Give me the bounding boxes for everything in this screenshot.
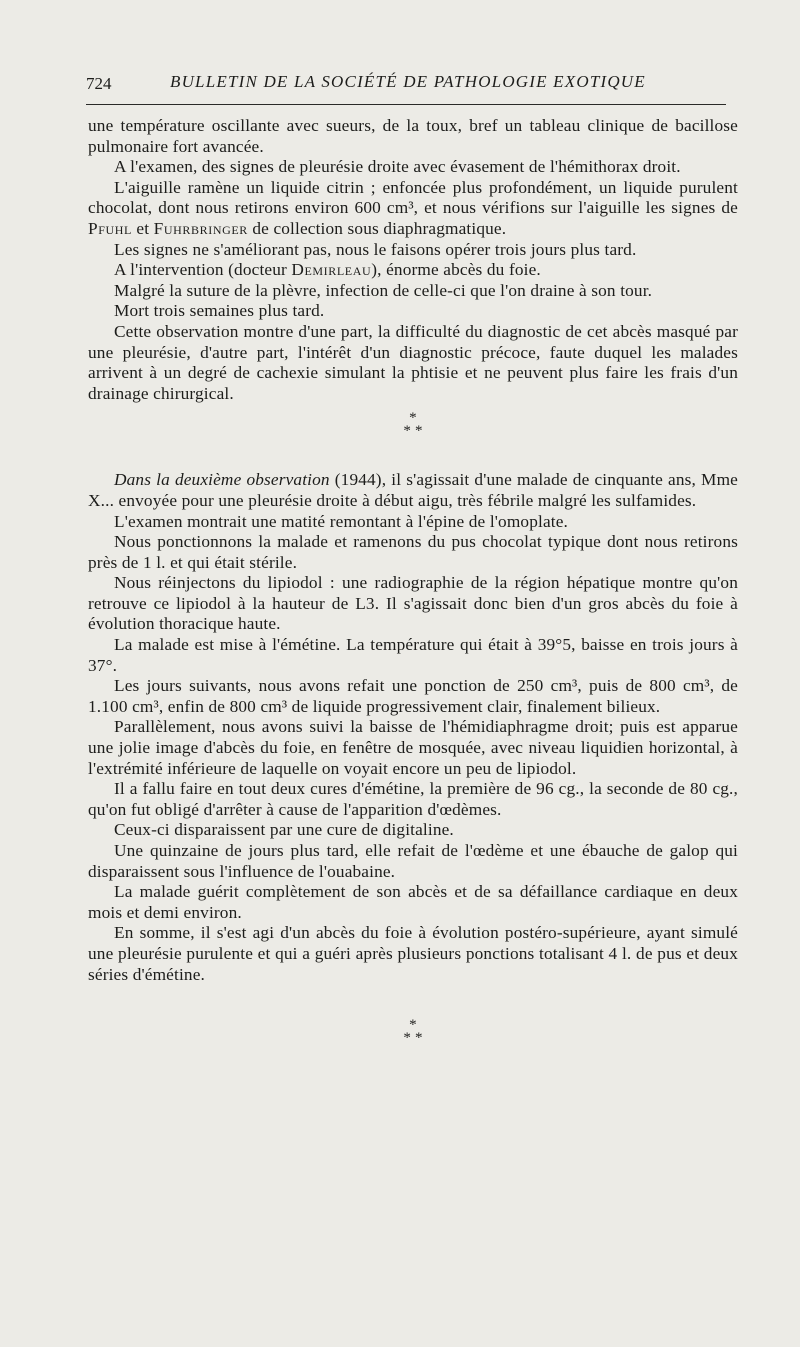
observation-title: Dans la deuxième observation xyxy=(114,470,330,490)
paragraph: Mort trois semaines plus tard. xyxy=(114,301,325,321)
paragraph xyxy=(88,178,738,240)
paragraph xyxy=(88,260,738,281)
paragraph: Les signes ne s'améliorant pas, nous le faisons opérer trois jours plus tard. xyxy=(114,239,637,259)
separator-star-top: * xyxy=(409,1017,417,1034)
paragraph: Malgré la suture de la plèvre, infection de celle-ci que l'on draine à son tour. xyxy=(114,280,653,300)
running-title: BULLETIN DE LA SOCIÉTÉ DE PATHOLOGIE EXOTIQUE xyxy=(170,72,646,91)
separator-star-bottom: * * xyxy=(403,1030,423,1047)
paragraph: La malade guérit complètement de son abcès et de sa défaillance cardiaque en deux mois et demi environ. xyxy=(88,882,738,922)
author-name: Fuhrbringer xyxy=(153,218,248,238)
separator-star-top: * xyxy=(409,410,417,427)
section-separator xyxy=(88,1019,738,1045)
paragraph: Les jours suivants, nous avons refait une ponction de 250 cm³, puis de 800 cm³, de 1.100 cm³, enfin de 800 cm³ de liquide progressivement clair, finalement bilieux. xyxy=(88,676,738,716)
text-run: et xyxy=(131,218,154,238)
text-run: ), énorme abcès du foie. xyxy=(371,260,541,280)
paragraph: L'examen montrait une matité remontant à l'épine de l'omoplate. xyxy=(114,511,569,531)
author-name: Pfuhl xyxy=(88,218,132,238)
paragraph: Une quinzaine de jours plus tard, elle refait de l'œdème et une ébauche de galop qui disparaissent sous l'influence de l'ouabaine. xyxy=(88,841,738,881)
article-body xyxy=(88,116,738,1077)
paragraph: Il a fallu faire en tout deux cures d'émétine, la première de 96 cg., la seconde de 80 cg., qu'on fut obligé d'arrêter à cause de l'apparition d'œdèmes. xyxy=(88,779,738,819)
paragraph: une température oscillante avec sueurs, de la toux, bref un tableau clinique de bacillose pulmonaire fort avancée. xyxy=(88,116,738,156)
paragraph: Cette observation montre d'une part, la difficulté du diagnostic de cet abcès masqué par une pleurésie, d'autre part, l'intérêt d'un diagnostic précoce, faute duquel les malades arrivent à un degré de cachexie simulant la phtisie et ne peuvent plus faire les frais d'un drainage chirurgical. xyxy=(88,321,738,403)
header-rule xyxy=(86,104,726,105)
text-run: L'aiguille ramène un liquide citrin ; enfoncée plus profondément, un liquide purulent chocolat, dont nous retirons environ 600 cm³, et nous vérifions sur l'aiguille les signes de xyxy=(88,177,738,218)
paragraph: Parallèlement, nous avons suivi la baisse de l'hémidiaphragme droit; puis est apparue une jolie image d'abcès du foie, en fenêtre de mosquée, avec niveau liquidien horizontal, à l'extrémité inférieure de laquelle on voyait encore un peu de lipiodol. xyxy=(88,717,738,778)
paragraph: La malade est mise à l'émétine. La température qui était à 39°5, baisse en trois jours à 37°. xyxy=(88,635,738,675)
author-name: Demirleau xyxy=(291,260,372,280)
paragraph xyxy=(88,470,738,511)
paragraph: En somme, il s'est agi d'un abcès du foie à évolution postéro-supérieure, ayant simulé une pleurésie purulente et qui a guéri après plusieurs ponctions totalisant 4 l. de pus et deux séries d'émétine. xyxy=(88,923,738,984)
separator-star-bottom: * * xyxy=(403,423,423,440)
text-run: (1944), il s'agissait d'une malade de cinquante ans, Mme X... envoyée pour une pleurésie droite à début aigu, très fébrile malgré les sulfamides. xyxy=(88,470,738,510)
page-number: 724 xyxy=(86,74,112,93)
section-separator xyxy=(88,412,738,438)
paragraph: Nous ponctionnons la malade et ramenons du pus chocolat typique dont nous retirons près de 1 l. et qui était stérile. xyxy=(88,532,738,572)
text-run: de collection sous diaphragmatique. xyxy=(247,218,507,238)
paragraph: Nous réinjectons du lipiodol : une radiographie de la région hépatique montre qu'on retrouve ce lipiodol à la hauteur de L3. Il s'agissait donc bien d'un gros abcès du foie à évolution thoracique haute. xyxy=(88,573,738,634)
paragraph: Ceux-ci disparaissent par une cure de digitaline. xyxy=(114,820,454,840)
paragraph: A l'examen, des signes de pleurésie droite avec évasement de l'hémithorax droit. xyxy=(114,157,681,177)
page-header xyxy=(86,70,726,96)
text-run: A l'intervention (docteur xyxy=(114,260,292,280)
